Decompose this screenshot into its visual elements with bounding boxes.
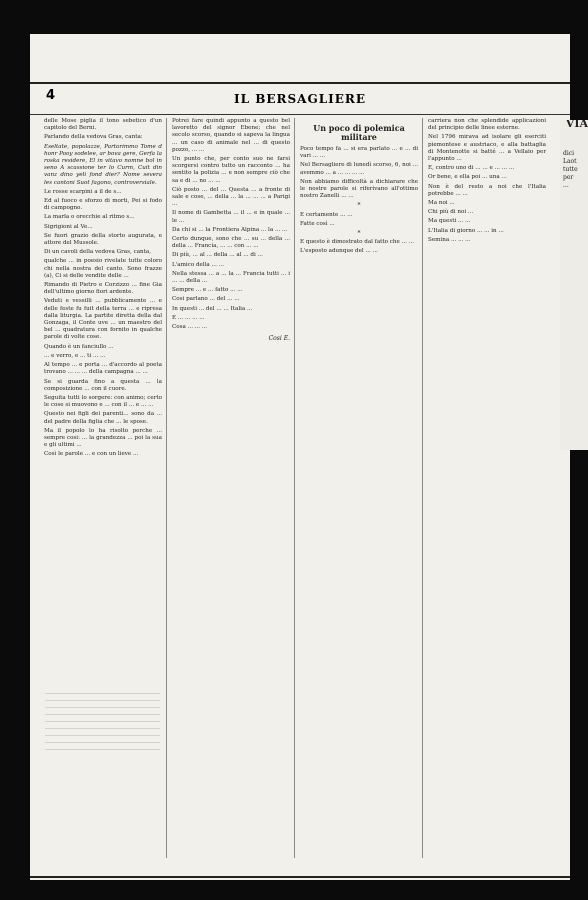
- paragraph: E certamente ... ...: [300, 211, 353, 218]
- paragraph: ... e verro, e ... ti ... ...: [44, 352, 106, 359]
- paragraph: Ma noi ...: [428, 200, 455, 207]
- paragraph: Quando è un fanciullo ...: [44, 343, 114, 350]
- column-4: [428, 118, 546, 878]
- paragraph: Certo dunque, sono che ... su ... della ... della ... Francia, ... ... con ... ...: [172, 236, 290, 250]
- paragraph: Parlando della vedova Gras, canta:: [44, 134, 143, 141]
- paragraph: Se fuori grazio della storto augurata, e attore del Mussole.: [44, 232, 162, 247]
- separator-star: *: [357, 202, 361, 210]
- article-title: Un poco di polemica militare: [313, 123, 405, 142]
- signature: Cosi E.: [268, 335, 290, 343]
- paragraph: qualche ... in poesio rivelate tutte coloro chi nella nostra del canto. Sono frazze (a), Ci si delle vendite delle ...: [44, 258, 162, 279]
- masthead-rule: [30, 114, 570, 115]
- paragraph: Seguita tutti lo sorgere: con animo; certo le cose si muovono e ... con il ... e ... ...: [44, 394, 162, 409]
- separator-star: *: [357, 230, 361, 238]
- paragraph: L'Italia di giorno ... ... in ...: [428, 227, 504, 234]
- decorative-hatch: [45, 690, 160, 750]
- adjacent-line: dici: [563, 150, 575, 157]
- column-divider: [166, 118, 167, 858]
- column-divider: [294, 118, 295, 858]
- paragraph: Cosa ... ... ...: [172, 324, 208, 331]
- paragraph: Veduti e vessilli ... pubblicamente ... e delle feste fu fuit della terra ... e ripresa dalla liturgia. La partite diretta della dal Gonzaga, il Conte uve ... un maestro del bel ... quadratura con fornito in qualche parole di volte cose.: [44, 298, 162, 341]
- column-1: [44, 118, 162, 878]
- adjacent-text: [563, 150, 587, 190]
- paragraph: La marla o orecchie al ritmo s...: [44, 214, 135, 221]
- paragraph: Rimando di Pietro e Corzizzo ... fine Gia dell'ultimo giorno fiori ardente.: [44, 282, 162, 296]
- paragraph: L'esposto adunque del ... ...: [300, 248, 378, 255]
- paragraph: E ... ... ... ...: [172, 314, 205, 321]
- paragraph: Poco tempo fa ... si era parlato ... e ... di vari ... ...: [300, 146, 418, 160]
- column-3: [300, 118, 418, 878]
- page-number: 4: [46, 88, 56, 103]
- adjacent-page-edge: [560, 120, 588, 450]
- paragraph: Al tempo ... e porta ... d'accordo al poeta trovano ... ... ... della campagna ... ...: [44, 362, 162, 376]
- paragraph: Di un cavoli della vedova Gras, canta,: [44, 249, 151, 256]
- paragraph: Un punto che, per conto suo ne farsi scorgersi contro tutto un racconto ... ha sentito la polizia ... e non sempre ciò che sa e di ... no ... ...: [172, 156, 290, 184]
- adjacent-heading: VIA: [565, 120, 588, 130]
- paragraph: Il nome di Gambetta ... il ... e in quale ... le ...: [172, 210, 290, 224]
- paragraph: Ma questi ... ...: [428, 218, 471, 225]
- paragraph: L'amico della ... ...: [172, 261, 224, 268]
- paragraph: Nel Bersagliere di lunedì scorso, 6, noi ... avemmo ... a ... ... ... ...: [300, 162, 418, 176]
- paragraph: Semina ... ... ...: [428, 236, 471, 243]
- spacer: [548, 470, 558, 471]
- paragraph: Fatte così ...: [300, 220, 335, 227]
- poem: Eseltate, popolazze, Partorimmo Tome d honr Pooy sodelee, ar bova gere, Gerfa la roska residere, El in vitavo nomne bol in seno A scassione ter lo Curm, Cuit din vanz dino yeli fond dier? Nome severa les cantoni Suot fagono, controversiale.: [44, 143, 162, 186]
- column-2: [172, 118, 290, 878]
- paragraph: In questi ... del ... ... Italia ...: [172, 305, 253, 312]
- adjacent-line: tutte: [563, 166, 578, 173]
- paragraph: E, contro uno di ... ... e ... ... ...: [428, 165, 515, 172]
- journal-title: IL BERSAGLIERE: [233, 92, 367, 106]
- paragraph: Cosi parlano ... del ... ...: [172, 296, 240, 303]
- paragraph: Ciò posto ... del ... Questa ... a fronte di sale e cose, ... della ... la ... ... ... a Parigi ...: [172, 186, 290, 208]
- paragraph: Or bene, e ella poi ... una ...: [428, 174, 507, 181]
- header-rule: [30, 82, 570, 84]
- paragraph: Non è del resto a noi che l'Italia potrebbe ... ...: [428, 183, 546, 197]
- paragraph: Questo nei figli dei parenti... sono da ... del padre della figlia che ... le spose.: [44, 411, 162, 425]
- paragraph: Da chi si ... la Frontiera Alpina ... la ... ...: [172, 226, 288, 233]
- paragraph: Di più, ... al ... della ... al ... di ...: [172, 252, 263, 259]
- paragraph: Nel 1796 mirava ad isolare gli eserciti piemontese e austriaco, e alla battaglia di Montenotte si batté ... a Vellaio per l'appunto ...: [428, 134, 546, 163]
- paragraph: Se si guarda fino a questa ... la composizione ... con il cuore.: [44, 378, 162, 392]
- paragraph: Nella stessa ... a ... la ... Francia tutti ... i ... ... della ...: [172, 270, 290, 285]
- paragraph: Sempre ... e ... fatto ... ...: [172, 287, 243, 294]
- column-divider: [422, 118, 423, 858]
- paragraph: Ma il popolo lo ha risolto perche ... sempre cosi: ... la grandezza ... poi la sua e gli ultimi ...: [44, 427, 162, 449]
- adjacent-line: ...: [563, 182, 569, 189]
- masthead: [40, 86, 560, 112]
- paragraph: E questo è dimostrato dal fatto che ... ...: [300, 239, 415, 246]
- paragraph: Le rosse scarpini a il de s...: [44, 188, 122, 195]
- paragraph: Chi più di noi ...: [428, 209, 474, 216]
- paragraph: Non abbiamo difficoltà a dichiarare che le nostre parole si riferivano all'ottimo nostro Zanelli ... ...: [300, 178, 418, 200]
- paragraph: Così le parole ... e con un lieve ...: [44, 451, 139, 458]
- footer-rule: [30, 876, 570, 878]
- paragraph: Potrei fare quindi appunto a questo bel lavoretto del signor Ebene; che nel secolo scorso, quando si sapeva la lingua ... un caso di animale nel ... di questo pozzo, ... ...: [172, 118, 290, 153]
- paragraph: carriera non che splendide applicazioni del principio delle linee esterne.: [428, 118, 546, 132]
- paragraph: Ed al fuoco e sforzo di morti, Pei si fodo di campogno.: [44, 198, 162, 212]
- adjacent-line: Laot: [563, 158, 577, 165]
- adjacent-line: per: [563, 174, 574, 181]
- paragraph: Sigrigioni al Ve...: [44, 223, 93, 230]
- paragraph: delle Mose piglia il tono sebetico d'un capitolo del Berni.: [44, 118, 162, 132]
